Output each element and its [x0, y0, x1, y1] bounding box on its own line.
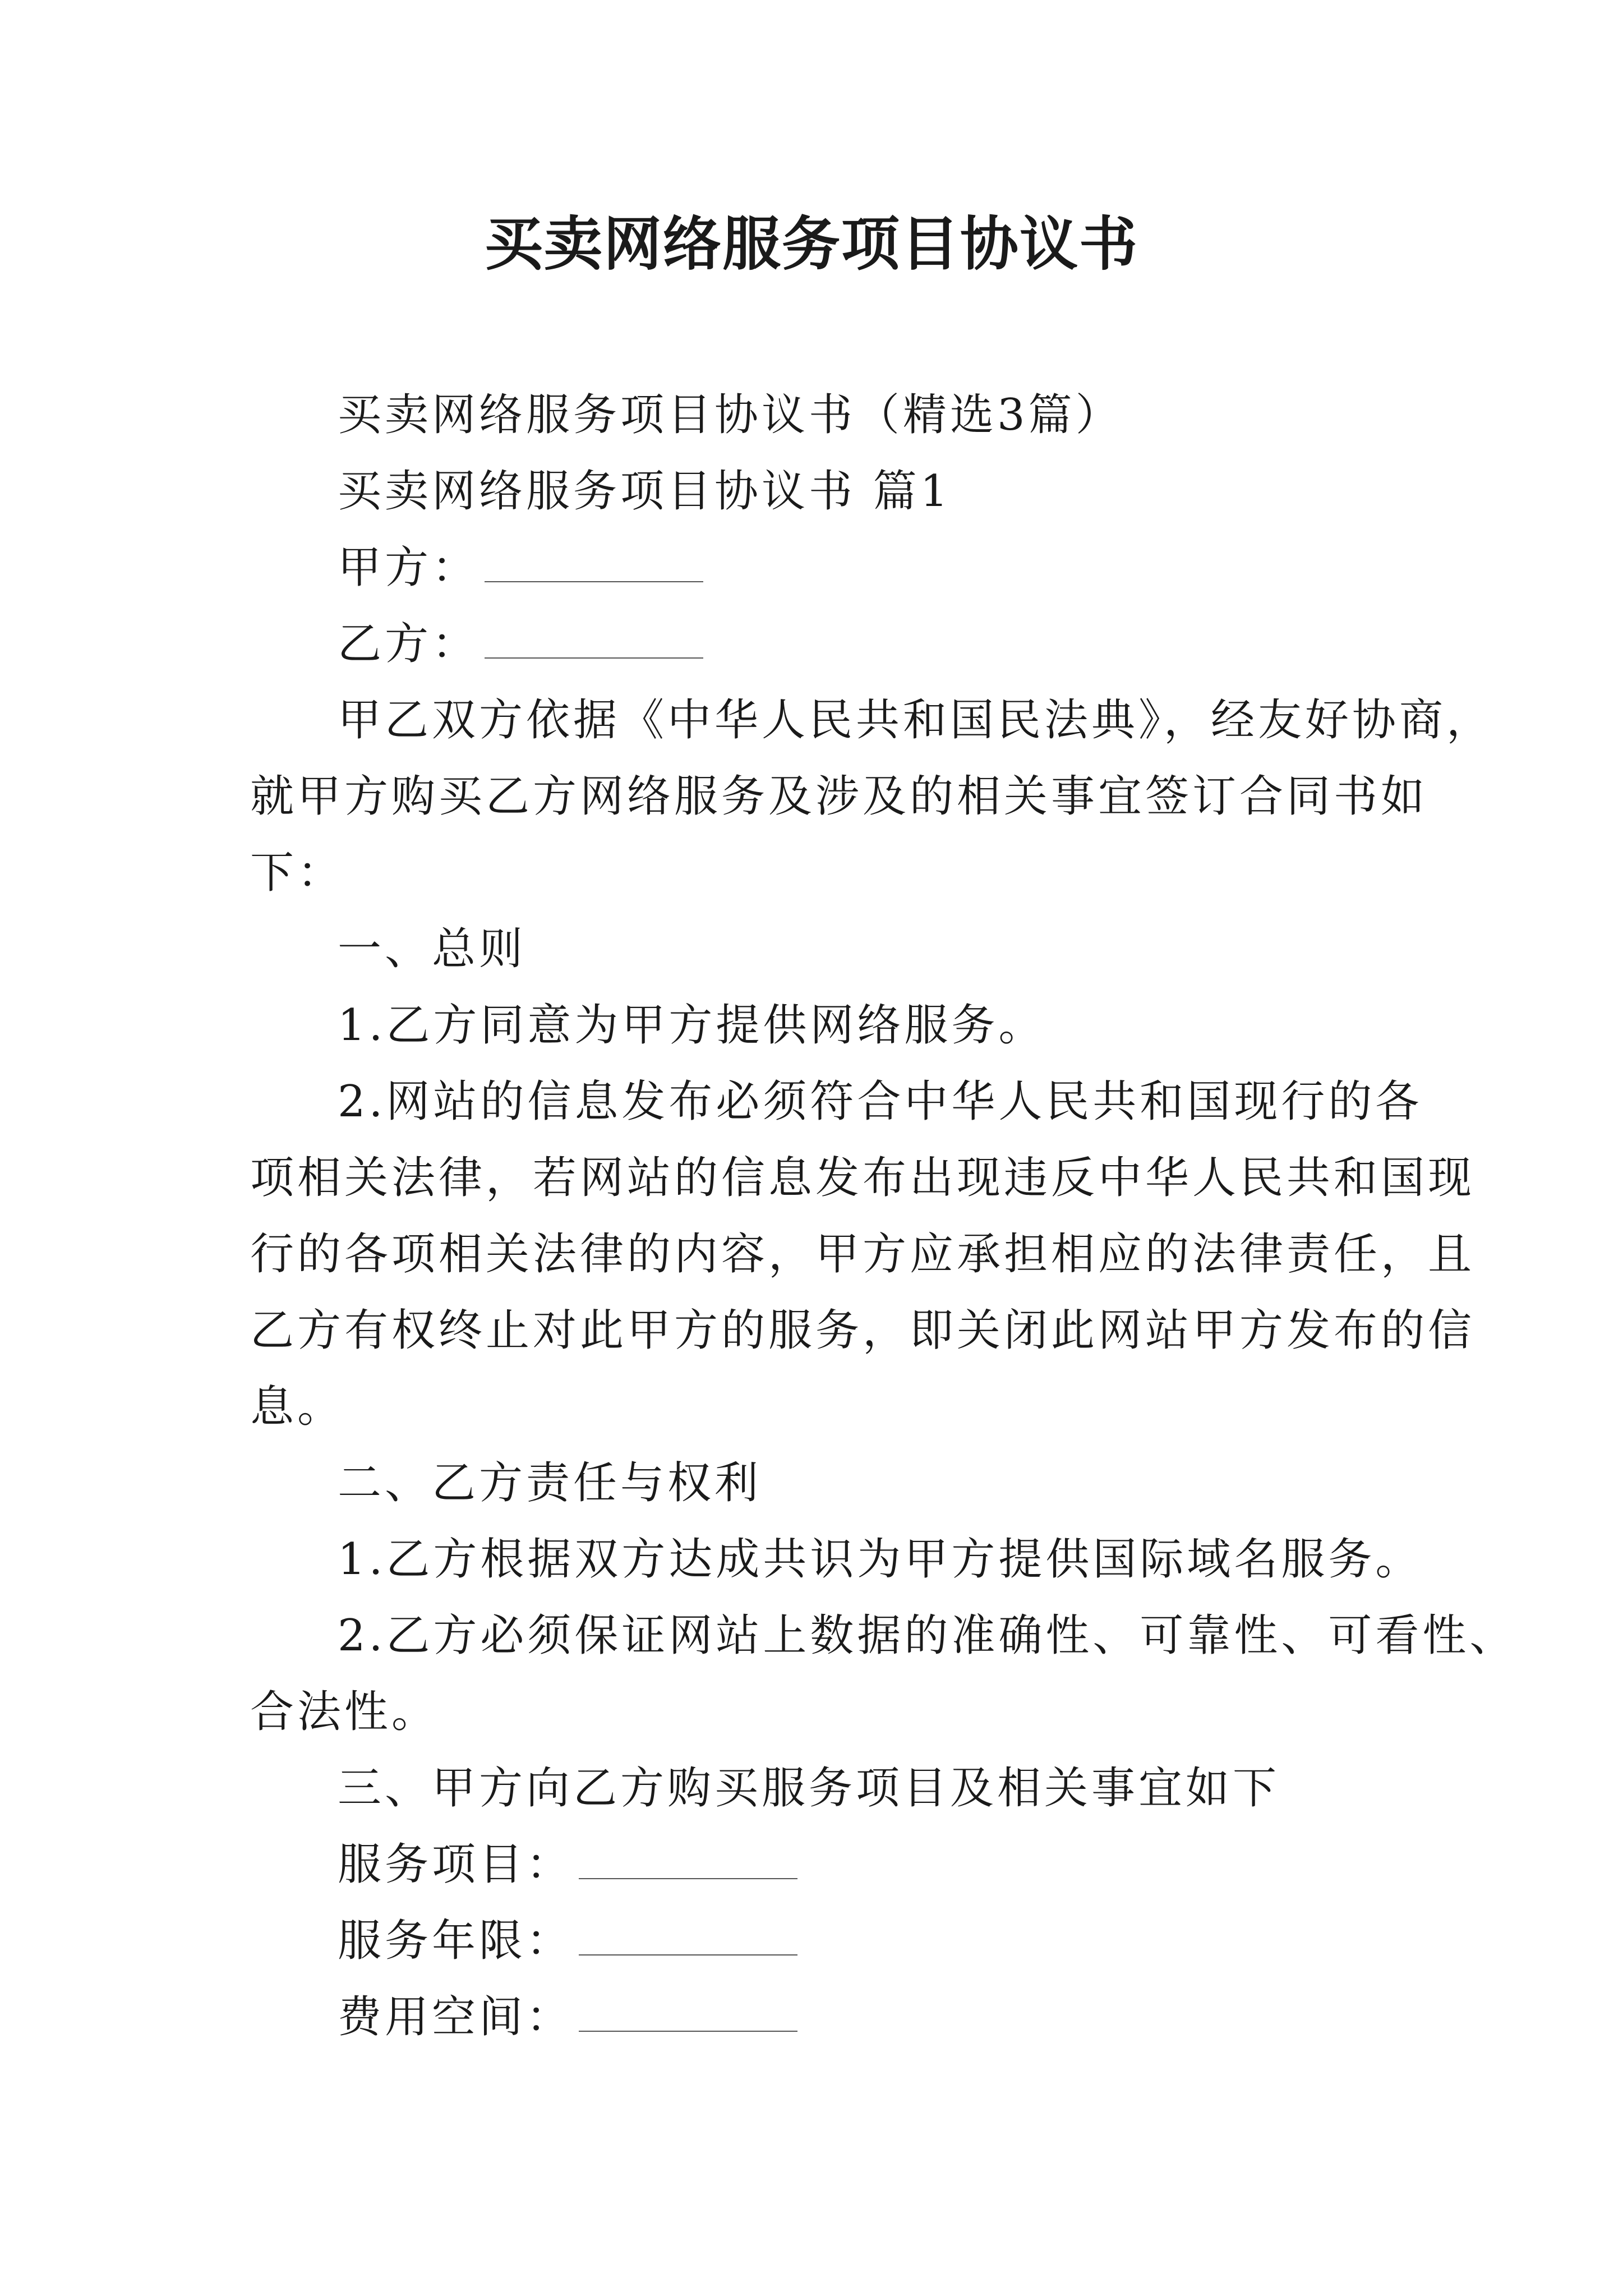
intro-line-3: 下：: [250, 848, 345, 898]
party-a-blank: [485, 547, 703, 582]
section-1-item-2-line-4: 乙方有权终止对此甲方的服务，即关闭此网站甲方发布的信: [250, 1305, 1476, 1356]
party-b-blank: [485, 624, 703, 659]
document-title: 买卖网络服务项目协议书: [484, 209, 1138, 278]
section-1-item-1: 1.乙方同意为甲方提供网络服务。: [338, 1000, 1046, 1051]
service-item-label: 服务项目：: [338, 1839, 574, 1890]
section-1-item-2-line-1: 2.网站的信息发布必须符合中华人民共和国现行的各: [338, 1076, 1423, 1127]
fee-space-label: 费用空间：: [338, 1992, 574, 2042]
party-a-line: [338, 540, 703, 596]
section-1-item-2-line-2: 项相关法律，若网站的信息发布出现违反中华人民共和国现: [250, 1153, 1476, 1203]
party-a-label: 甲方：: [338, 542, 479, 593]
intro-line-2: 就甲方购买乙方网络服务及涉及的相关事宜签订合同书如: [250, 771, 1428, 822]
part-heading: 买卖网络服务项目协议书 篇1: [338, 466, 952, 517]
service-term-label: 服务年限：: [338, 1916, 574, 1966]
section-3-heading: 三、甲方向乙方购买服务项目及相关事宜如下: [338, 1763, 1280, 1814]
service-term-blank: [579, 1921, 797, 1955]
intro-line-1: 甲乙双方依据《中华人民共和国民法典》，经友好协商，: [338, 695, 1494, 746]
fee-space-line: [338, 1989, 797, 2045]
party-b-label: 乙方：: [338, 619, 479, 669]
section-1-heading: 一、总则: [338, 924, 527, 974]
section-1-item-2-line-5: 息。: [250, 1382, 345, 1432]
section-2-item-2-line-1: 2.乙方必须保证网站上数据的准确性、可靠性、可看性、: [338, 1611, 1517, 1661]
service-item-line: [338, 1837, 797, 1893]
subtitle: 买卖网络服务项目协议书（精选3篇）: [338, 390, 1123, 440]
service-term-line: [338, 1913, 797, 1969]
service-item-blank: [579, 1844, 797, 1879]
section-1-item-2-line-3: 行的各项相关法律的内容，甲方应承担相应的法律责任，且: [250, 1229, 1476, 1280]
fee-space-blank: [579, 1997, 797, 2032]
section-2-heading: 二、乙方责任与权利: [338, 1458, 762, 1508]
party-b-line: [338, 616, 703, 672]
section-2-item-1: 1.乙方根据双方达成共识为甲方提供国际域名服务。: [338, 1534, 1423, 1585]
section-2-item-2-line-2: 合法性。: [250, 1687, 439, 1737]
